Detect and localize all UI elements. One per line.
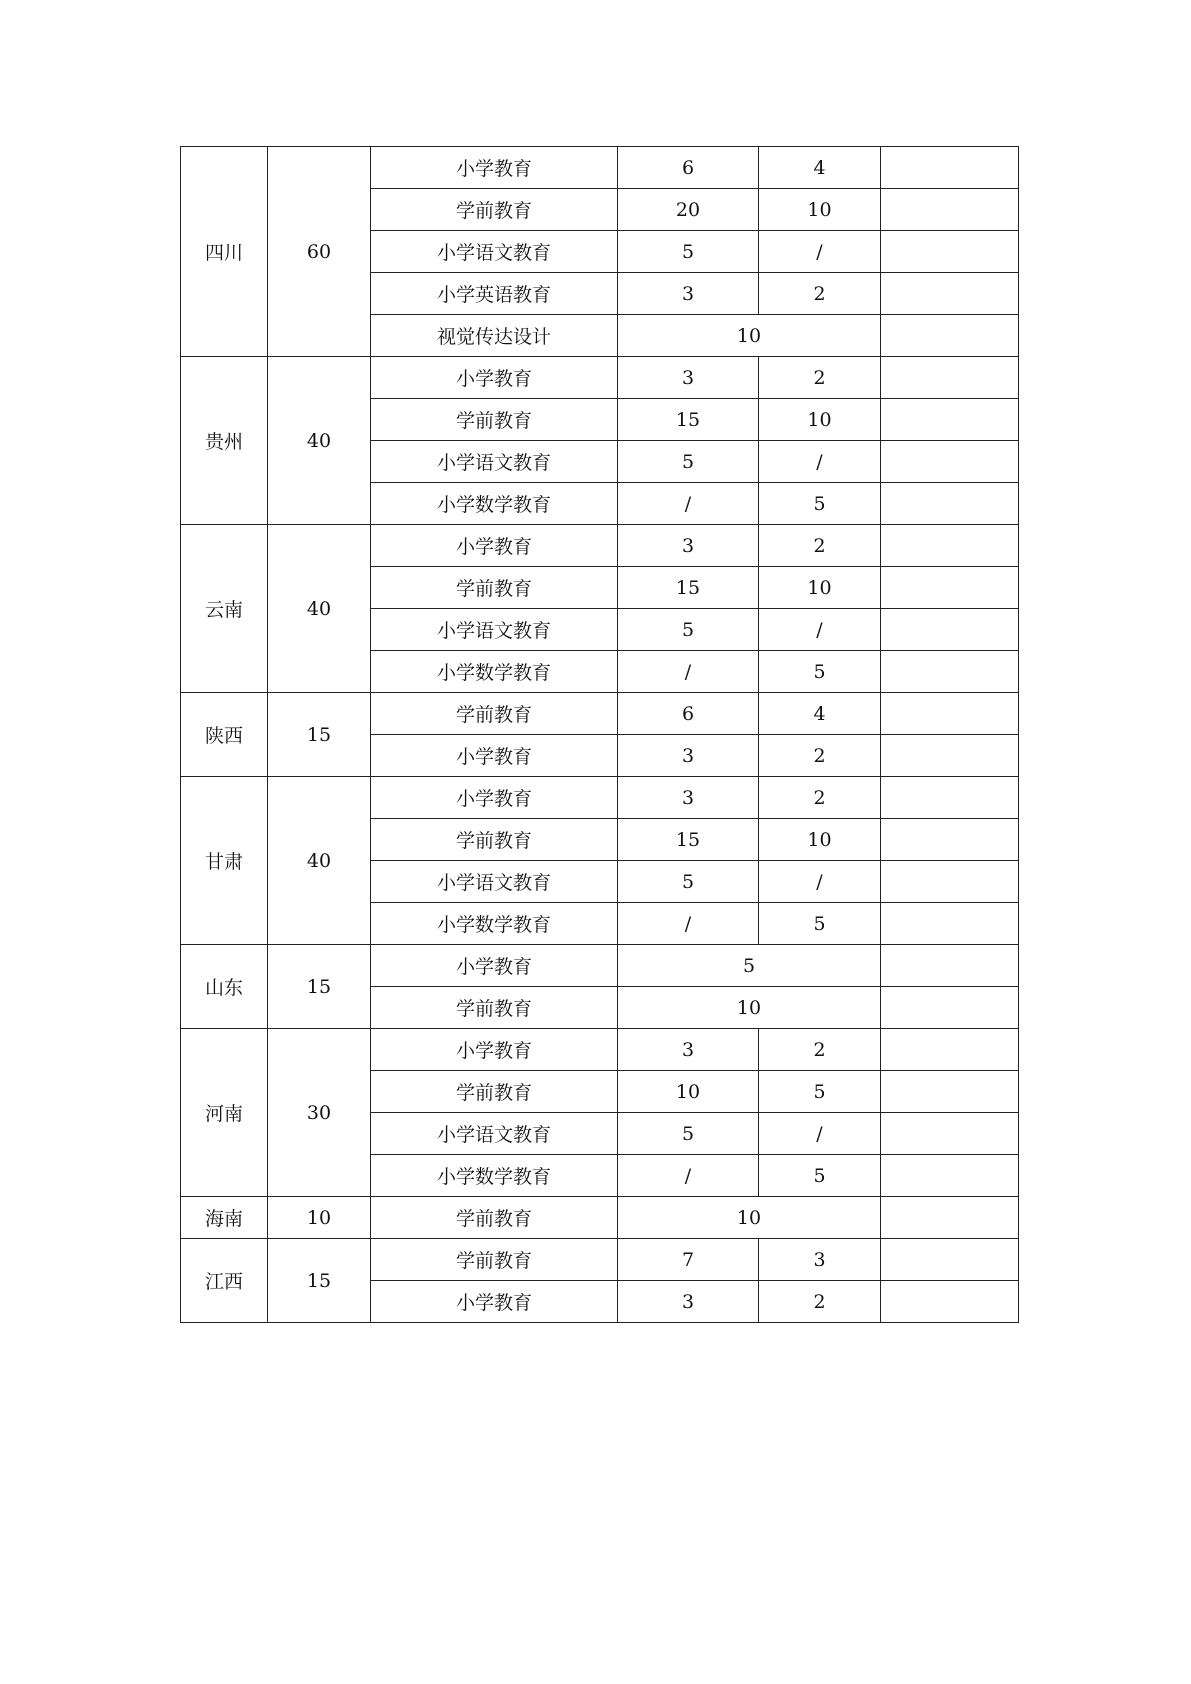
major-cell: 视觉传达设计	[371, 315, 618, 357]
remarks-cell	[881, 189, 1019, 231]
remarks-cell	[881, 1071, 1019, 1113]
quota-a-cell: 3	[618, 777, 759, 819]
remarks-cell	[881, 819, 1019, 861]
remarks-cell	[881, 945, 1019, 987]
remarks-cell	[881, 735, 1019, 777]
major-cell: 小学教育	[371, 525, 618, 567]
remarks-cell	[881, 987, 1019, 1029]
quota-b-cell: 5	[759, 483, 881, 525]
quota-b-cell: 2	[759, 1029, 881, 1071]
table-row	[181, 1029, 1019, 1071]
table-row	[181, 357, 1019, 399]
quota-a-cell: 3	[618, 1029, 759, 1071]
total-quota-cell: 15	[268, 945, 371, 1029]
remarks-cell	[881, 1281, 1019, 1323]
quota-b-cell: 2	[759, 525, 881, 567]
remarks-cell	[881, 315, 1019, 357]
major-cell: 小学教育	[371, 1281, 618, 1323]
remarks-cell	[881, 399, 1019, 441]
major-cell: 学前教育	[371, 1071, 618, 1113]
table-row	[181, 777, 1019, 819]
remarks-cell	[881, 231, 1019, 273]
remarks-cell	[881, 357, 1019, 399]
quota-b-cell: 10	[759, 819, 881, 861]
major-cell: 小学语文教育	[371, 861, 618, 903]
quota-b-cell: 4	[759, 693, 881, 735]
major-cell: 小学教育	[371, 357, 618, 399]
remarks-cell	[881, 651, 1019, 693]
remarks-cell	[881, 525, 1019, 567]
total-quota-cell: 40	[268, 357, 371, 525]
major-cell: 小学语文教育	[371, 609, 618, 651]
quota-b-cell: /	[759, 231, 881, 273]
total-quota-cell: 15	[268, 693, 371, 777]
quota-a-cell: 15	[618, 399, 759, 441]
quota-b-cell: /	[759, 861, 881, 903]
remarks-cell	[881, 861, 1019, 903]
quota-b-cell: 10	[759, 189, 881, 231]
total-quota-cell: 60	[268, 147, 371, 357]
major-cell: 小学教育	[371, 735, 618, 777]
quota-a-cell: /	[618, 1155, 759, 1197]
table-row	[181, 945, 1019, 987]
major-cell: 小学语文教育	[371, 1113, 618, 1155]
major-cell: 小学英语教育	[371, 273, 618, 315]
remarks-cell	[881, 1113, 1019, 1155]
major-cell: 学前教育	[371, 987, 618, 1029]
major-cell: 小学数学教育	[371, 483, 618, 525]
quota-a-cell: 3	[618, 735, 759, 777]
major-cell: 学前教育	[371, 693, 618, 735]
quota-a-cell: 3	[618, 357, 759, 399]
quota-a-cell: 15	[618, 567, 759, 609]
quota-a-cell: 3	[618, 273, 759, 315]
remarks-cell	[881, 441, 1019, 483]
quota-b-cell: /	[759, 441, 881, 483]
quota-a-cell: 3	[618, 525, 759, 567]
quota-b-cell: 5	[759, 1155, 881, 1197]
quota-a-cell: 15	[618, 819, 759, 861]
remarks-cell	[881, 1197, 1019, 1239]
province-cell: 四川	[181, 147, 268, 357]
quota-b-cell: 10	[759, 567, 881, 609]
total-quota-cell: 10	[268, 1197, 371, 1239]
merged-quota-cell: 5	[618, 945, 881, 987]
quota-b-cell: 5	[759, 903, 881, 945]
merged-quota-cell: 10	[618, 1197, 881, 1239]
major-cell: 小学教育	[371, 945, 618, 987]
quota-a-cell: /	[618, 903, 759, 945]
remarks-cell	[881, 693, 1019, 735]
table-row	[181, 525, 1019, 567]
major-cell: 学前教育	[371, 1239, 618, 1281]
major-cell: 学前教育	[371, 1197, 618, 1239]
quota-b-cell: 4	[759, 147, 881, 189]
quota-a-cell: 20	[618, 189, 759, 231]
province-cell: 甘肃	[181, 777, 268, 945]
remarks-cell	[881, 777, 1019, 819]
major-cell: 小学教育	[371, 1029, 618, 1071]
province-cell: 贵州	[181, 357, 268, 525]
total-quota-cell: 40	[268, 525, 371, 693]
merged-quota-cell: 10	[618, 987, 881, 1029]
total-quota-cell: 40	[268, 777, 371, 945]
major-cell: 学前教育	[371, 189, 618, 231]
remarks-cell	[881, 609, 1019, 651]
quota-b-cell: /	[759, 609, 881, 651]
province-cell: 河南	[181, 1029, 268, 1197]
major-cell: 小学数学教育	[371, 651, 618, 693]
quota-b-cell: 10	[759, 399, 881, 441]
quota-b-cell: /	[759, 1113, 881, 1155]
major-cell: 小学数学教育	[371, 903, 618, 945]
total-quota-cell: 30	[268, 1029, 371, 1197]
province-cell: 山东	[181, 945, 268, 1029]
table-row	[181, 147, 1019, 189]
table-row	[181, 1239, 1019, 1281]
quota-a-cell: 7	[618, 1239, 759, 1281]
remarks-cell	[881, 273, 1019, 315]
enrollment-quota-table	[180, 146, 1019, 1323]
major-cell: 学前教育	[371, 399, 618, 441]
quota-b-cell: 2	[759, 273, 881, 315]
major-cell: 小学语文教育	[371, 441, 618, 483]
major-cell: 学前教育	[371, 819, 618, 861]
remarks-cell	[881, 1155, 1019, 1197]
quota-a-cell: 10	[618, 1071, 759, 1113]
province-cell: 陕西	[181, 693, 268, 777]
quota-a-cell: 6	[618, 147, 759, 189]
province-cell: 海南	[181, 1197, 268, 1239]
quota-a-cell: /	[618, 651, 759, 693]
quota-a-cell: 5	[618, 231, 759, 273]
total-quota-cell: 15	[268, 1239, 371, 1323]
major-cell: 小学语文教育	[371, 231, 618, 273]
major-cell: 小学教育	[371, 147, 618, 189]
remarks-cell	[881, 567, 1019, 609]
quota-b-cell: 2	[759, 1281, 881, 1323]
major-cell: 学前教育	[371, 567, 618, 609]
remarks-cell	[881, 483, 1019, 525]
merged-quota-cell: 10	[618, 315, 881, 357]
quota-a-cell: 5	[618, 1113, 759, 1155]
major-cell: 小学教育	[371, 777, 618, 819]
remarks-cell	[881, 903, 1019, 945]
quota-a-cell: 6	[618, 693, 759, 735]
quota-a-cell: 5	[618, 441, 759, 483]
province-cell: 江西	[181, 1239, 268, 1323]
remarks-cell	[881, 147, 1019, 189]
quota-a-cell: 5	[618, 609, 759, 651]
quota-a-cell: 5	[618, 861, 759, 903]
province-cell: 云南	[181, 525, 268, 693]
quota-a-cell: 3	[618, 1281, 759, 1323]
quota-b-cell: 3	[759, 1239, 881, 1281]
quota-b-cell: 5	[759, 1071, 881, 1113]
quota-b-cell: 2	[759, 777, 881, 819]
quota-b-cell: 2	[759, 735, 881, 777]
quota-a-cell: /	[618, 483, 759, 525]
table-row	[181, 693, 1019, 735]
remarks-cell	[881, 1029, 1019, 1071]
major-cell: 小学数学教育	[371, 1155, 618, 1197]
quota-b-cell: 2	[759, 357, 881, 399]
table-row	[181, 1197, 1019, 1239]
quota-b-cell: 5	[759, 651, 881, 693]
remarks-cell	[881, 1239, 1019, 1281]
